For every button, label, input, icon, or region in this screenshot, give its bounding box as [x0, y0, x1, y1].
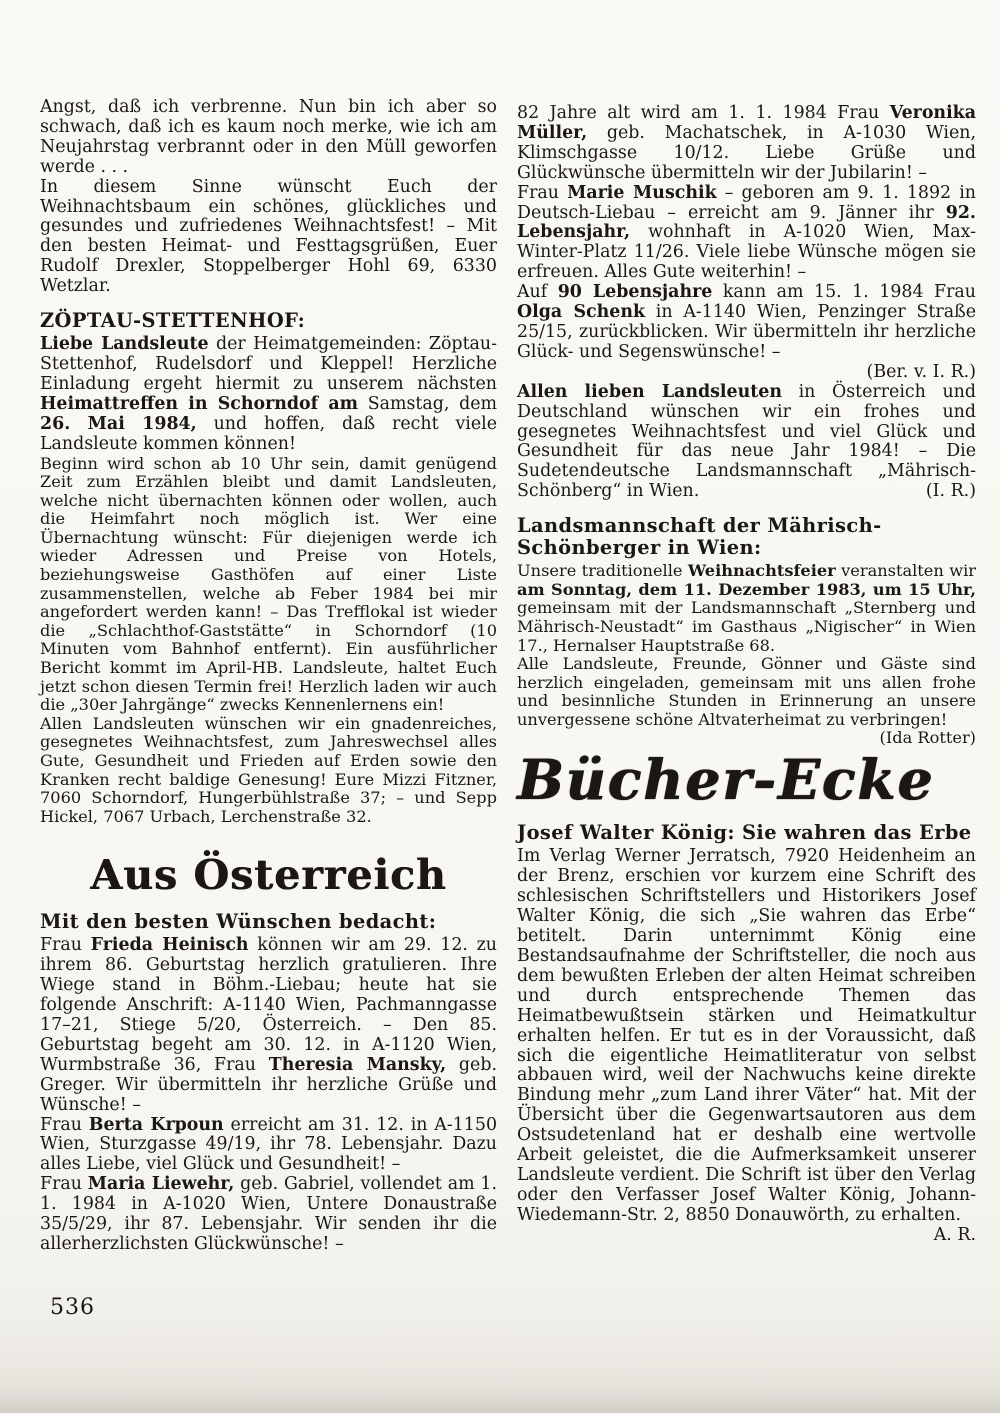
buecher-ecke-heading: Bücher-Ecke [517, 747, 935, 813]
paragraph: Beginn wird schon ab 10 Uhr sein, damit genügend Zeit zum Erzählen bleibt und damit Landsleuten, welche nicht übernachten können oder wollen, auch die Heimfahrt noch möglich ist. Wer eine Übernachtung wünscht: Für diejenigen werde ich wieder Adressen und Preise von Hotels, beziehungsweise Gasthöfen auf einer Liste zusammenstellen, welche ab Feber 1984 bei mir angefordert werden kann! – Das Trefflokal ist wieder die „Schlachthof-Gaststätte“ in Schorndorf (10 Minuten vom Bahnhof entfernt). Ein ausführlicher Bericht kommt im April-HB. Landsleute, haltet Euch jetzt schon diesen Termin frei! Herzlich laden wir auch die „30er Jahrgänge“ zwecks Kennenlernens ein! [40, 453, 497, 715]
paragraph: Allen lieben Landsleuten in Österreich und Deutschland wünschen wir ein frohes und gesegnetes Weihnachtsfest und viel Glück und Gesundheit für das neue Jahr 1984! – Die Sudetendeutsche Landsmannschaft „Mährisch-Schönberg“ in Wien. (I. R.) [517, 381, 976, 502]
paragraph: Unsere traditionelle Weihnachtsfeier veranstalten wir am Sonntag, dem 11. Dezember 1983, um 15 Uhr, gemeinsam mit der Landsmannschaft „Sternberg und Mährisch-Neustadt“ im Gasthaus „Nigischer“ in Wien 17., Hernalser Hauptstraße 68. [517, 561, 976, 655]
section-heading: ZÖPTAU-STETTENHOF: [40, 309, 306, 333]
paragraph: Auf 90 Lebensjahre kann am 15. 1. 1984 Frau Olga Schenk in A-1140 Wien, Penzinger Straße 25/15, zurückblicken. Wir übermitteln ihr herzliche Glück- und Segenswünsche! – [517, 282, 977, 362]
section-heading: Josef Walter König: Sie wahren das Erbe [517, 821, 972, 845]
paragraph: Angst, daß ich verbrenne. Nun bin ich aber so schwach, daß ich es kaum noch merke, wie ich am Neujahrstag verbrannt oder in den Müll geworfen werde . . . [40, 97, 497, 177]
paragraph: Liebe Landsleute der Heimatgemeinden: Zöptau-Stettenhof, Rudelsdorf und Kleppel! Herzliche Einladung ergeht hiermit zu unserem nächsten Heimattreffen in Schorndof am Samstag, dem 26. Mai 1984, und hoffen, daß recht viele Landsleute kommen können! [40, 334, 497, 454]
paragraph: Frau Berta Krpoun erreicht am 31. 12. in A-1150 Wien, Sturzgasse 49/19, ihr 78. Lebensjahr. Dazu alles Liebe, viel Glück und Gesundheit! – [40, 1114, 498, 1175]
paragraph: Frau Marie Muschik – geboren am 9. 1. 1892 in Deutsch-Liebau – erreicht am 9. Jänner ihr 92. Lebensjahr, wohnhaft in A-1020 Wien, Max-Winter-Platz 11/26. Viele liebe Wünsche mögen sie erfreuen. Alles Gute weiterhin! – [517, 182, 976, 283]
paragraph: Allen Landsleuten wünschen wir ein gnadenreiches, gesegnetes Weihnachtsfest, zum Jahreswechsel alles Gute, Gesundheit und Frieden auf Erden sowie den Kranken recht baldige Genesung! Eure Mizzi Fitzner, 7060 Schorndorf, Hungerbühlstraße 37; – und Sepp Hickel, 7067 Urbach, Lerchenstraße 32. [40, 713, 497, 826]
paragraph: 82 Jahre alt wird am 1. 1. 1984 Frau Veronika Müller, geb. Machatschek, in A-1030 Wien, Klimschgasse 10/12. Liebe Grüße und Glückwünsche übermitteln wir der Jubilarin! – [517, 103, 976, 183]
aus-oesterreich-heading: Aus Österreich [90, 851, 447, 900]
paragraph: Frau Frieda Heinisch können wir am 29. 12. zu ihrem 86. Geburtstag herzlich gratulieren. Ihre Wiege stand in Böhm.-Liebau; heute hat sie folgende Anschrift: A-1140 Wien, Pachmanngasse 17–21, Stiege 5/20, Österreich. – Den 85. Geburtstag begeht am 30. 12. in A-1120 Wien, Wurmbstraße 36, Frau Theresia Mansky, geb. Greger. Wir übermitteln ihr herzliche Grüße und Wünsche! – [40, 935, 498, 1115]
paragraph: Im Verlag Werner Jerratsch, 7920 Heidenheim an der Brenz, erschien vor kurzem eine Schrift des schlesischen Schriftstellers und Historikers Josef Walter König, die sich „Sie wahren das Erbe“ betitelt. Darin unternimmt König eine Bestandsaufnahme der Schriftsteller, die noch aus dem bewußten Erleben der alten Heimat schreiben und durch entsprechende Themen das Heimatbewußtsein stärken und Heimatkultur erhalten helfen. Er tut es in der Voraussicht, daß sich die eigentliche Heimatliteratur von selbst abbauen wird, weil der Nachwuchs keine direkte Bindung mehr „zum Land ihrer Väter“ hat. Mit der Übersicht über die Gegenwartsautoren aus dem Ostsudetenland hat er deshalb eine wertvolle Arbeit geleistet, die die Aufmerksamkeit unserer Landsleute verdient. Die Schrift ist über den Verlag oder den Verfasser Josef Walter König, Johann-Wiedemann-Str. 2, 8850 Donauwörth, zu erhalten. [517, 846, 976, 1225]
paragraph: Alle Landsleute, Freunde, Gönner und Gäste sind herzlich eingeladen, gemeinsam mit uns allen frohe und besinnliche Stunden in Erinnerung an unsere unvergessene schöne Altvaterheimat zu verbringen! (Ida Rotter) [517, 654, 976, 748]
attribution: (Ida Rotter) [879, 728, 976, 748]
attribution: (I. R.) [925, 481, 976, 502]
attribution: (Ber. v. I. R.) [866, 361, 976, 382]
section-heading: Mit den besten Wünschen bedacht: [40, 910, 437, 934]
right-column [517, 104, 976, 1246]
page-number: 536 [50, 1295, 95, 1320]
paragraph: In diesem Sinne wünscht Euch der Weihnachtsbaum ein schönes, glückliches und gesundes und zufriedenes Weihnachtsfest! – Mit den besten Heimat- und Festtagsgrüßen, Euer Rudolf Drexler, Stoppelberger Hohl 69, 6330 Wetzlar. [40, 176, 497, 297]
section-heading: Landsmannschaft der Mährisch-Schönberger in Wien: [517, 514, 882, 560]
paragraph: Frau Maria Liewehr, geb. Gabriel, vollendet am 1. 1. 1984 in A-1020 Wien, Untere Donaustraße 35/5/29, ihr 87. Lebensjahr. Wir senden ihr die allerherzlichsten Glückwünsche! – [40, 1174, 497, 1254]
attribution: A. R. [933, 1224, 976, 1245]
left-column [40, 98, 497, 1255]
